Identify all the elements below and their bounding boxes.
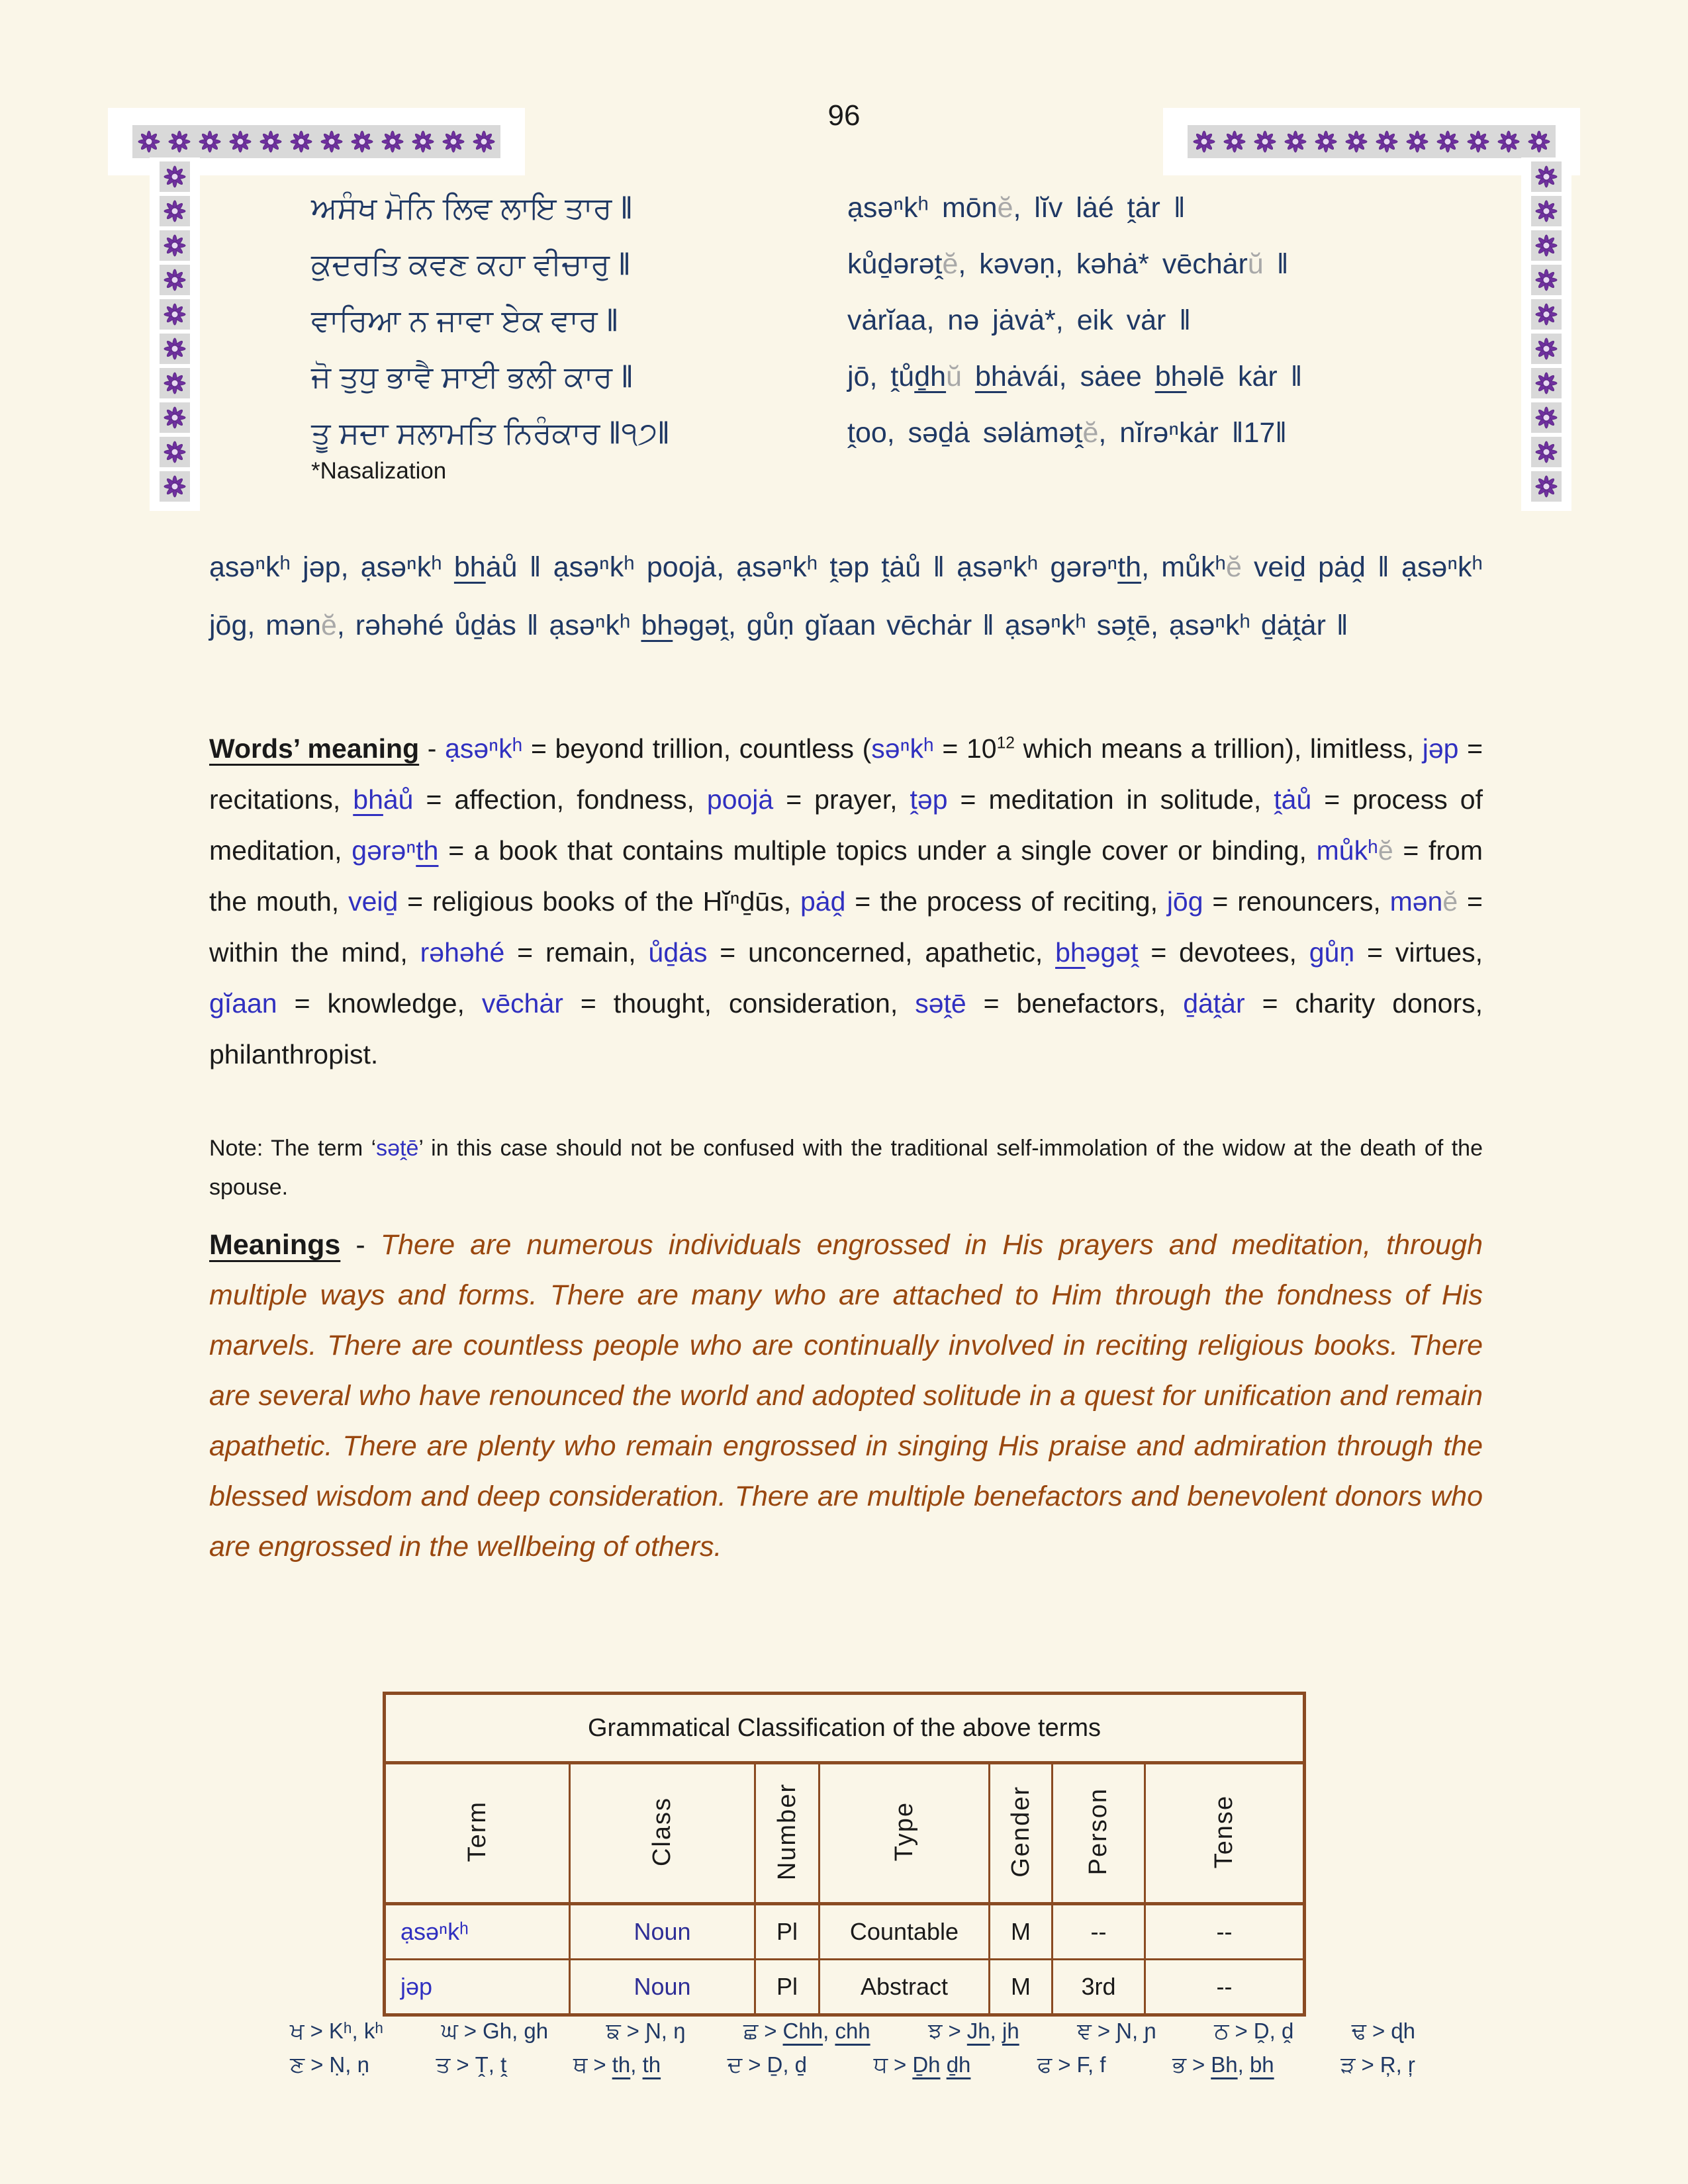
latin-equivalent: Bh, bh — [1211, 2052, 1274, 2077]
column-header-label: Gender — [1006, 1786, 1035, 1878]
maps-to-symbol: > — [626, 2019, 639, 2043]
column-header-label: Tense — [1210, 1794, 1239, 1869]
maps-to-symbol: > — [1192, 2052, 1205, 2077]
gurmukhi-letter: ਣ — [290, 2052, 305, 2077]
flower-strip — [160, 158, 190, 502]
flower-ornament-icon — [1531, 161, 1562, 192]
flower-ornament-icon — [1531, 196, 1562, 226]
latin-equivalent: Ɲ, ɲ — [1116, 2019, 1156, 2043]
ornament-band-left — [150, 158, 200, 511]
cell-type: Abstract — [820, 1960, 990, 2015]
flower-ornament-icon — [1341, 126, 1372, 157]
column-header-class — [570, 1763, 755, 1904]
flower-ornament-icon — [1531, 334, 1562, 364]
transliteration-verse-line: kůḏərəṱĕ, kəvəṇ, kəhȧ* vēchȧrŭ ‖ — [847, 248, 1289, 280]
flower-ornament-icon — [1463, 126, 1493, 157]
column-header-person — [1053, 1763, 1145, 1904]
table-row — [385, 1904, 1305, 1960]
transliteration-verse-line: vȧrĭaa, nə jȧvȧ*, eik vȧr ‖ — [847, 304, 1192, 336]
flower-ornament-icon — [408, 126, 438, 157]
legend-item — [441, 2019, 548, 2044]
transliteration-verse-line: ạsəⁿkʰ mōnĕ, lĭv lȧé ṱȧr ‖ — [847, 192, 1186, 224]
cell-gender: M — [990, 1904, 1053, 1960]
column-header-label: Number — [773, 1782, 801, 1881]
maps-to-symbol: > — [456, 2052, 469, 2077]
flower-ornament-icon — [1402, 126, 1432, 157]
table-header-row — [385, 1763, 1305, 1904]
gurmukhi-letter: ਝ — [928, 2019, 943, 2044]
column-header-label: Person — [1084, 1788, 1112, 1876]
maps-to-symbol: > — [1097, 2019, 1111, 2043]
latin-equivalent: Kʰ, kʰ — [328, 2019, 383, 2043]
page-number: 96 — [827, 99, 861, 132]
gurmukhi-letter: ੜ — [1340, 2052, 1356, 2077]
latin-equivalent: ɖh — [1391, 2019, 1415, 2043]
flower-ornament-icon — [160, 196, 190, 226]
latin-equivalent: th, th — [612, 2052, 661, 2077]
latin-equivalent: F, f — [1076, 2052, 1106, 2077]
column-header-label: Term — [463, 1801, 491, 1862]
flower-ornament-icon — [195, 126, 225, 157]
transliteration-verse-line: ṱoo, səḏȧ səlȧməṱĕ, nĭrəⁿkȧr ‖17‖ — [847, 417, 1288, 449]
flower-ornament-icon — [160, 299, 190, 330]
flower-ornament-icon — [316, 126, 347, 157]
flower-ornament-icon — [160, 265, 190, 295]
flower-ornament-icon — [1531, 299, 1562, 330]
maps-to-symbol: > — [748, 2052, 761, 2077]
gurmukhi-verse-line: ਵਾਰਿਆ ਨ ਜਾਵਾ ਏਕ ਵਾਰ ‖ — [311, 303, 619, 338]
cell-tense: -- — [1145, 1960, 1305, 2015]
cell-number: Pl — [755, 1904, 820, 1960]
legend-row — [290, 2019, 1415, 2044]
latin-equivalent: Ɲ, ŋ — [645, 2019, 686, 2043]
maps-to-symbol: > — [1361, 2052, 1374, 2077]
flower-ornament-icon — [1531, 368, 1562, 398]
gurmukhi-letter: ਫ — [1037, 2052, 1053, 2077]
flower-ornament-icon — [1531, 402, 1562, 433]
gurmukhi-letter: ਖ — [290, 2019, 305, 2044]
column-header-type — [820, 1763, 990, 1904]
grammar-classification-table — [383, 1692, 1306, 2017]
flower-strip — [1188, 125, 1556, 158]
maps-to-symbol: > — [764, 2019, 777, 2043]
gurmukhi-letter: ਠ — [1214, 2019, 1229, 2044]
cell-gender: M — [990, 1960, 1053, 2015]
flower-ornament-icon — [1531, 265, 1562, 295]
flower-ornament-icon — [1531, 230, 1562, 261]
cell-person: -- — [1053, 1904, 1145, 1960]
gurmukhi-letter: ਧ — [873, 2052, 888, 2077]
flower-ornament-icon — [1531, 437, 1562, 467]
gurmukhi-letter: ਢ — [1351, 2019, 1366, 2044]
flower-ornament-icon — [225, 126, 256, 157]
transliteration-verse-block — [847, 180, 1302, 461]
flower-ornament-icon — [1189, 126, 1219, 157]
cell-term: ạsəⁿkʰ — [385, 1904, 570, 1960]
ornament-band-top-right — [1163, 108, 1580, 175]
gurmukhi-letter: ਥ — [573, 2052, 588, 2077]
legend-item — [1037, 2052, 1106, 2078]
note-paragraph: Note: The term ‘səṱē’ in this case should not be confused with the traditional self-immolation of the widow at the death of the spouse. — [209, 1136, 1483, 1200]
legend-item — [1172, 2052, 1274, 2078]
flower-strip — [132, 125, 500, 158]
flower-ornament-icon — [438, 126, 469, 157]
latin-equivalent: Gh, gh — [483, 2019, 549, 2043]
flower-ornament-icon — [1524, 126, 1554, 157]
legend-item — [727, 2052, 807, 2078]
maps-to-symbol: > — [463, 2019, 477, 2043]
flower-ornament-icon — [1250, 126, 1280, 157]
heading-separator: - — [340, 1229, 381, 1261]
flower-ornament-icon — [134, 126, 164, 157]
latin-equivalent: Jh, jh — [966, 2019, 1019, 2043]
flower-ornament-icon — [160, 161, 190, 192]
cell-person: 3rd — [1053, 1960, 1145, 2015]
column-header-term — [385, 1763, 570, 1904]
flower-ornament-icon — [1311, 126, 1341, 157]
heading-separator: - — [419, 733, 445, 764]
flower-ornament-icon — [256, 126, 286, 157]
meanings-body: There are numerous individuals engrossed in His prayers and meditation, through multiple ways and forms. There are many who are attached to Him through the fondness of His marvels. There are countless people who are continually involved in reciting religious books. There are several who have renounced the world and adopted solitude in a quest for unification and remain apathetic. There are plenty who remain engrossed in singing His praise and admiration through the blessed wisdom and deep consideration. There are multiple benefactors and benevolent donors who are engrossed in the wellbeing of others. — [209, 1229, 1483, 1563]
gurmukhi-verse-line: ਜੋ ਤੁਧੁ ਭਾਵੈ ਸਾਈ ਭਲੀ ਕਾਰ ‖ — [311, 359, 633, 394]
cell-number: Pl — [755, 1960, 820, 2015]
legend-item — [290, 2052, 369, 2078]
legend-item — [436, 2052, 507, 2078]
latin-equivalent: Ḓ, ḓ — [1253, 2019, 1294, 2043]
words-meaning-body: ạsəⁿkʰ = beyond trillion, countless (səⁿkʰ = $10^{12}$ which means a trillion), limitless, jəp = recitations, bhȧů = affection, fondness, poojȧ = prayer, ṱəp = meditation in solitude, ṱȧů = process of meditation, gərəⁿth = a book that contains multiple topics under a single cover or binding, můkʰĕ = from the mouth, veiḏ = religious books of the Hĭⁿḏūs, pȧḓ = the process of reciting, jōg = renouncers, mənĕ = within the mind, rəhəhé = remain, ůḏȧs = unconcerned, apathetic, bhəgəṱ = devotees, gůṇ = virtues, gĭaan = knowledge, vēchȧr = thought, consideration, səṱē = benefactors, ḏȧṱȧr = charity donors, philanthropist. — [209, 733, 1483, 1069]
legend-item — [874, 2052, 971, 2078]
table-row — [385, 1960, 1305, 2015]
table-title-row — [385, 1694, 1305, 1763]
transliteration-verse-line: jō, ṱůḏhŭ bhȧvái, sȧee bhəlē kȧr ‖ — [847, 361, 1303, 392]
latin-equivalent: Ŗ, ŗ — [1380, 2052, 1415, 2077]
flower-ornament-icon — [1531, 471, 1562, 502]
legend-item — [573, 2052, 661, 2078]
cell-class: Noun — [570, 1904, 755, 1960]
legend-item — [928, 2019, 1019, 2044]
gurmukhi-verse-line: ਕੁਦਰਤਿ ਕਵਣ ਕਹਾ ਵੀਚਾਰੁ ‖ — [311, 247, 631, 281]
maps-to-symbol: > — [310, 2052, 324, 2077]
gurmukhi-letter: ਦ — [727, 2052, 743, 2077]
flower-ornament-icon — [160, 437, 190, 467]
flower-ornament-icon — [469, 126, 499, 157]
latin-equivalent: Ṇ, ṇ — [329, 2052, 369, 2077]
gurmukhi-letter: ਛ — [743, 2019, 759, 2044]
flower-ornament-icon — [160, 471, 190, 502]
maps-to-symbol: > — [894, 2052, 907, 2077]
nasalization-footnote: *Nasalization — [311, 458, 447, 484]
flower-ornament-icon — [160, 230, 190, 261]
maps-to-symbol: > — [1372, 2019, 1385, 2043]
cell-tense: -- — [1145, 1904, 1305, 1960]
legend-item — [1214, 2019, 1293, 2044]
gurmukhi-verse-block — [311, 180, 670, 461]
flower-ornament-icon — [160, 402, 190, 433]
flower-ornament-icon — [1219, 126, 1250, 157]
legend-item — [1077, 2019, 1156, 2044]
legend-item — [290, 2019, 383, 2044]
column-header-gender — [990, 1763, 1053, 1904]
maps-to-symbol: > — [1058, 2052, 1071, 2077]
flower-ornament-icon — [160, 368, 190, 398]
legend-item — [1340, 2052, 1415, 2078]
maps-to-symbol: > — [310, 2019, 323, 2043]
maps-to-symbol: > — [1235, 2019, 1248, 2043]
gurmukhi-letter: ਙ — [606, 2019, 621, 2044]
words-meaning-heading: Words’ meaning — [209, 733, 420, 764]
flower-ornament-icon — [1280, 126, 1311, 157]
flower-ornament-icon — [160, 334, 190, 364]
gurmukhi-letter: ਤ — [436, 2052, 451, 2077]
gurmukhi-letter: ਘ — [441, 2019, 458, 2044]
column-header-tense — [1145, 1763, 1305, 1904]
ornament-band-right — [1521, 158, 1571, 511]
transliteration-key-legend — [290, 2019, 1415, 2078]
legend-item — [606, 2019, 686, 2044]
legend-item — [1352, 2019, 1415, 2044]
flower-ornament-icon — [164, 126, 195, 157]
flower-ornament-icon — [286, 126, 316, 157]
flower-ornament-icon — [1432, 126, 1463, 157]
latin-equivalent: Ḏ, ḏ — [767, 2052, 808, 2077]
pauri-transliteration-paragraph: ạsəⁿkʰ jəp, ạsəⁿkʰ bhȧů ‖ ạsəⁿkʰ poojȧ, ạsəⁿkʰ ṱəp ṱȧů ‖ ạsəⁿkʰ gərəⁿth, můkʰĕ veiḏ pȧḓ ‖ ạsəⁿkʰ jōg, mənĕ, rəhəhé ůḏȧs ‖ ạsəⁿkʰ bhəgəṱ, gůṇ gĭaan vēchȧr ‖ ạsəⁿkʰ səṱē, ạsəⁿkʰ ḏȧṱȧr ‖ — [209, 551, 1483, 641]
legend-item — [743, 2019, 870, 2044]
cell-type: Countable — [820, 1904, 990, 1960]
flower-ornament-icon — [347, 126, 377, 157]
flower-ornament-icon — [377, 126, 408, 157]
latin-equivalent: Chh, chh — [782, 2019, 870, 2043]
words-meaning-section — [209, 723, 1483, 1080]
flower-ornament-icon — [1493, 126, 1524, 157]
gurmukhi-letter: ਭ — [1172, 2052, 1186, 2077]
legend-row — [290, 2052, 1415, 2078]
maps-to-symbol: > — [593, 2052, 606, 2077]
meanings-section — [209, 1220, 1483, 1572]
flower-strip — [1531, 158, 1562, 502]
latin-equivalent: Ḏh ḏh — [912, 2052, 971, 2077]
meanings-heading: Meanings — [209, 1229, 341, 1261]
column-header-number — [755, 1763, 820, 1904]
flower-ornament-icon — [1372, 126, 1402, 157]
cell-term: jəp — [385, 1960, 570, 2015]
gurmukhi-verse-line: ਅਸੰਖ ਮੋਨਿ ਲਿਵ ਲਾਇ ਤਾਰ ‖ — [311, 191, 633, 225]
maps-to-symbol: > — [948, 2019, 961, 2043]
table-title: Grammatical Classification of the above terms — [385, 1694, 1305, 1763]
column-header-label: Class — [648, 1796, 676, 1867]
gurmukhi-letter: ਞ — [1077, 2019, 1092, 2044]
latin-equivalent: Ṱ, ṱ — [475, 2052, 507, 2077]
gurmukhi-verse-line: ਤੂ ਸਦਾ ਸਲਾਮਤਿ ਨਿਰੰਕਾਰ ‖੧੭‖ — [311, 416, 670, 450]
cell-class: Noun — [570, 1960, 755, 2015]
column-header-label: Type — [890, 1801, 918, 1862]
